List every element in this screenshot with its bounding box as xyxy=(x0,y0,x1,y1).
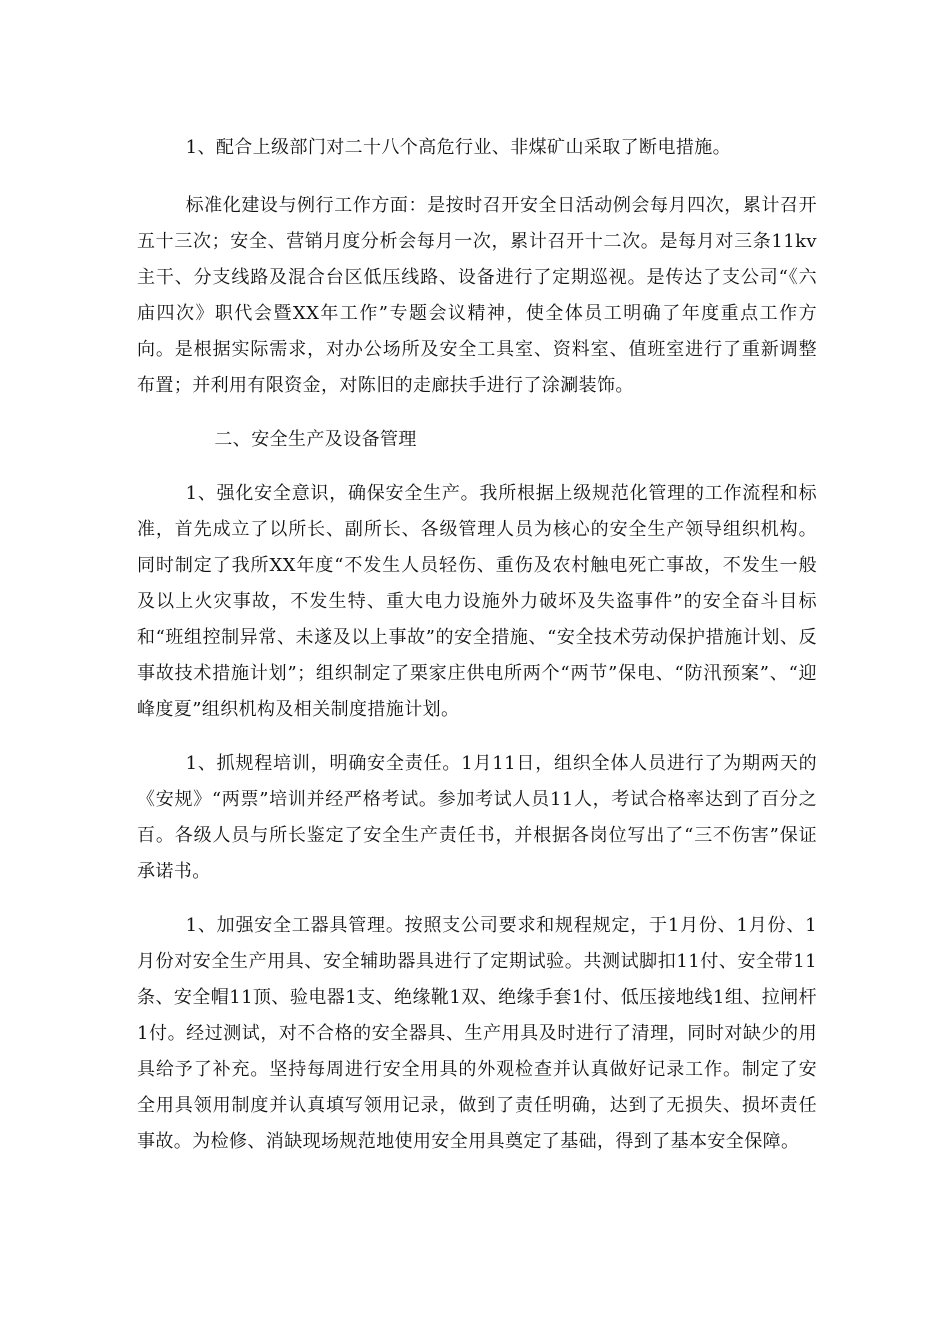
section-heading-safety-production: 二、安全生产及设备管理 xyxy=(214,429,417,450)
paragraph-power-cut-measures: 1、配合上级部门对二十八个高危行业、非煤矿山采取了断电措施。 xyxy=(185,137,732,158)
document-body xyxy=(137,130,817,1178)
paragraph-standardization-work: 标准化建设与例行工作方面：是按时召开安全日活动例会每月四次，累计召开五十三次；安全、营销月度分析会每月一次，累计召开十二次。是每月对三条11kv主干、分支线路及混合台区低压线路、设备进行了定期巡视。是传达了支公司“《六庙四次》职代会暨XX年工作”专题会议精神，使全体员工明确了年度重点工作方向。是根据实际需求，对办公场所及安全工具室、资料室、值班室进行了重新调整布置；并利用有限资金，对陈旧的走廊扶手进行了涂涮装饰。 xyxy=(137,195,817,396)
paragraph-regulation-training: 1、抓规程培训，明确安全责任。1月11日，组织全体人员进行了为期两天的《安规》“两票”培训并经严格考试。参加考试人员11人，考试合格率达到了百分之百。各级人员与所长鉴定了安全生产责任书，并根据各岗位写出了“三不伤害”保证承诺书。 xyxy=(137,753,817,882)
paragraph-safety-awareness: 1、强化安全意识，确保安全生产。我所根据上级规范化管理的工作流程和标准，首先成立了以所长、副所长、各级管理人员为核心的安全生产领导组织机构。同时制定了我所XX年度“不发生人员轻伤、重伤及农村触电死亡事故，不发生一般及以上火灾事故，不发生特、重大电力设施外力破坏及失盗事件”的安全奋斗目标和“班组控制异常、未遂及以上事故”的安全措施、“安全技术劳动保护措施计划、反事故技术措施计划”；组织制定了栗家庄供电所两个“两节”保电、“防汛预案”、“迎峰度夏”组织机构及相关制度措施计划。 xyxy=(137,483,817,720)
paragraph-safety-tools-management: 1、加强安全工器具管理。按照支公司要求和规程规定，于1月份、1月份、1月份对安全生产用具、安全辅助器具进行了定期试验。共测试脚扣11付、安全带11条、安全帽11顶、验电器1支、绝缘靴1双、绝缘手套1付、低压接地线1组、拉闸杆1付。经过测试，对不合格的安全器具、生产用具及时进行了清理，同时对缺少的用具给予了补充。坚持每周进行安全用具的外观检查并认真做好记录工作。制定了安全用具领用制度并认真填写领用记录，做到了责任明确，达到了无损失、损坏责任事故。为检修、消缺现场规范地使用安全用具奠定了基础，得到了基本安全保障。 xyxy=(137,915,817,1152)
